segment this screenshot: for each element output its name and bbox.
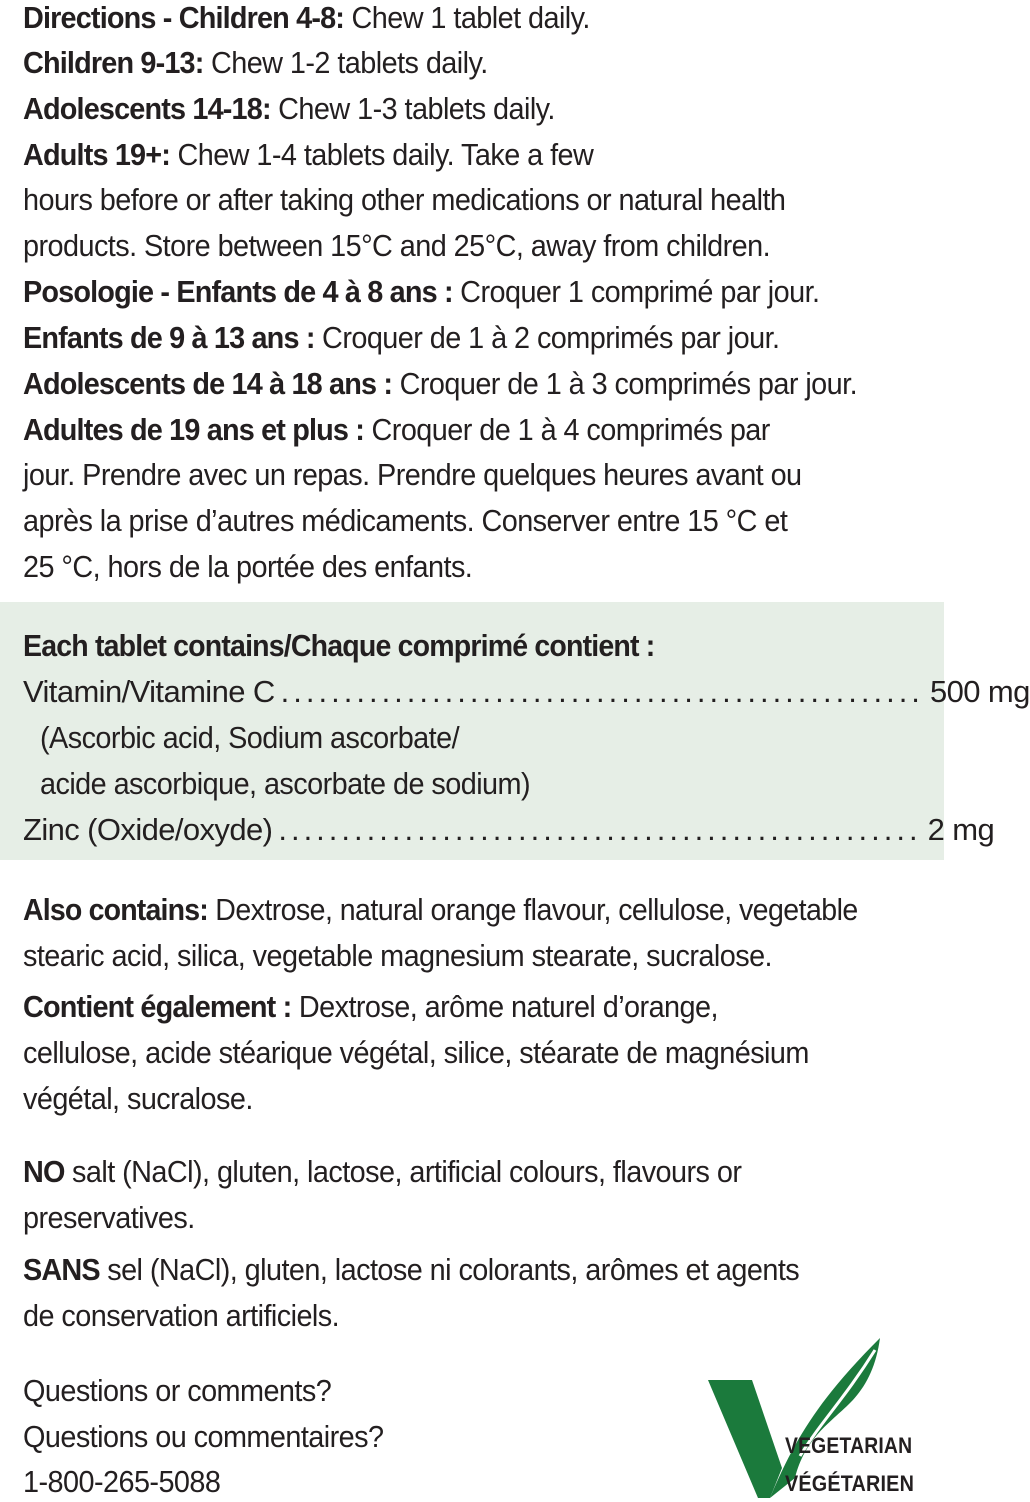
contient-egalement-line1: Contient également : Dextrose, arôme naturel d’orange, bbox=[23, 989, 718, 1024]
posologie-enfants-4-8: Posologie - Enfants de 4 à 8 ans : Croquer 1 comprimé par jour. bbox=[23, 274, 820, 309]
ingredients-heading: Each tablet contains/Chaque comprimé contient : bbox=[23, 628, 655, 663]
directions-adults-19: Adults 19+: Chew 1-4 tablets daily. Take a few bbox=[23, 137, 594, 172]
posologie-adultes-line4: 25 °C, hors de la portée des enfants. bbox=[23, 549, 473, 584]
zinc-row bbox=[23, 810, 995, 850]
contact-question-en: Questions or comments? bbox=[23, 1373, 332, 1408]
vitamin-c-leader: ................................................... bbox=[280, 674, 924, 709]
contient-egalement-line3: végétal, sucralose. bbox=[23, 1081, 253, 1116]
directions-adults-line3: products. Store between 15°C and 25°C, away from children. bbox=[23, 228, 771, 263]
posologie-adultes-19: Adultes de 19 ans et plus : Croquer de 1 à 4 comprimés par bbox=[23, 412, 770, 447]
sans-statement-line1: SANS sel (NaCl), gluten, lactose ni colorants, arômes et agents bbox=[23, 1252, 800, 1287]
contient-egalement-line2: cellulose, acide stéarique végétal, silice, stéarate de magnésium bbox=[23, 1035, 809, 1070]
sans-statement-line2: de conservation artificiels. bbox=[23, 1298, 340, 1333]
directions-children-4-8: Directions - Children 4-8: Chew 1 tablet daily. bbox=[23, 0, 590, 35]
vitamin-c-amount: 500 mg bbox=[929, 674, 1030, 709]
directions-adolescents-14-18: Adolescents 14-18: Chew 1-3 tablets daily. bbox=[23, 91, 555, 126]
posologie-enfants-9-13: Enfants de 9 à 13 ans : Croquer de 1 à 2 comprimés par jour. bbox=[23, 320, 780, 355]
vitamin-c-source-line1: (Ascorbic acid, Sodium ascorbate/ bbox=[40, 720, 460, 755]
contact-phone[interactable]: 1-800-265-5088 bbox=[23, 1464, 221, 1499]
vitamin-c-name: Vitamin/Vitamine C bbox=[23, 674, 275, 709]
vitamin-c-source-line2: acide ascorbique, ascorbate de sodium) bbox=[40, 766, 531, 801]
zinc-leader: ................................................... bbox=[278, 812, 922, 847]
posologie-adultes-line3: après la prise d’autres médicaments. Conserver entre 15 °C et bbox=[23, 503, 788, 538]
posologie-adolescents-14-18: Adolescents de 14 à 18 ans : Croquer de 1 à 3 comprimés par jour. bbox=[23, 366, 858, 401]
no-statement-line2: preservatives. bbox=[23, 1200, 195, 1235]
directions-adults-line2: hours before or after taking other medications or natural health bbox=[23, 182, 786, 217]
directions-children-9-13: Children 9-13: Chew 1-2 tablets daily. bbox=[23, 45, 488, 80]
posologie-adultes-line2: jour. Prendre avec un repas. Prendre quelques heures avant ou bbox=[23, 457, 802, 492]
vegetarian-badge-fr: VÉGÉTARIEN bbox=[785, 1471, 915, 1496]
also-contains-line1: Also contains: Dextrose, natural orange flavour, cellulose, vegetable bbox=[23, 892, 858, 927]
vegetarian-badge-en: VEGETARIAN bbox=[785, 1433, 913, 1458]
no-statement-line1: NO salt (NaCl), gluten, lactose, artificial colours, flavours or bbox=[23, 1154, 742, 1189]
zinc-name: Zinc (Oxide/oxyde) bbox=[23, 812, 273, 847]
zinc-amount: 2 mg bbox=[927, 812, 995, 847]
also-contains-line2: stearic acid, silica, vegetable magnesium stearate, sucralose. bbox=[23, 938, 772, 973]
contact-question-fr: Questions ou commentaires? bbox=[23, 1419, 384, 1454]
vitamin-c-row bbox=[23, 672, 1030, 712]
